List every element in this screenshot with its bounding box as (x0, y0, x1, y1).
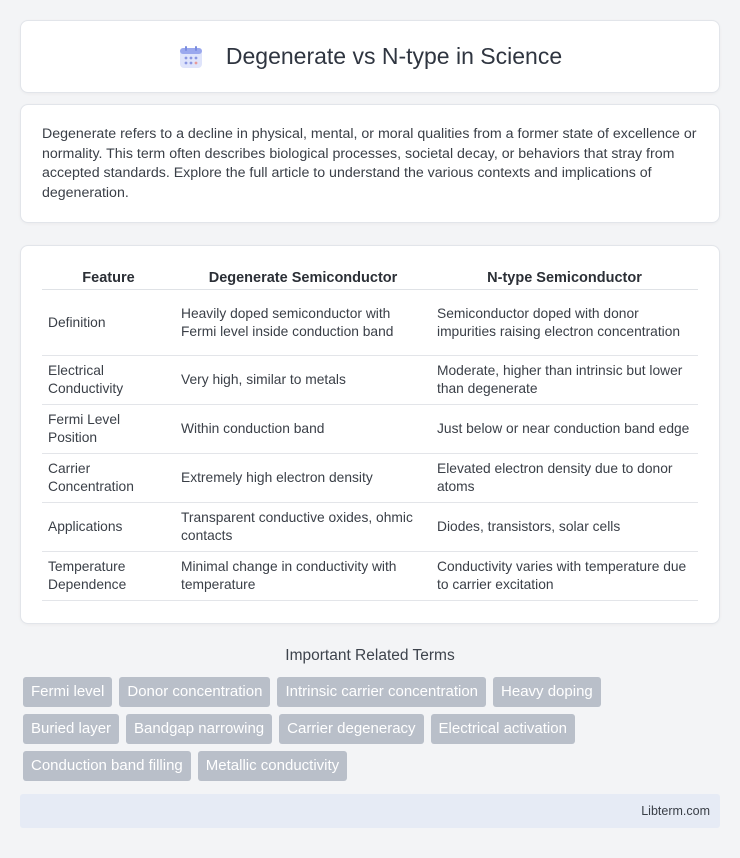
tag-donor-concentration[interactable]: Donor concentration (119, 677, 270, 707)
tag-buried-layer[interactable]: Buried layer (23, 714, 119, 744)
tag-conduction-band-filling[interactable]: Conduction band filling (23, 751, 191, 781)
related-terms-tags (20, 677, 700, 788)
row-n-type: Conductivity varies with temperature due to carrier excitation (431, 552, 698, 601)
table-row (42, 552, 698, 601)
header-feature: Feature (42, 266, 175, 290)
comparison-table-card (20, 245, 720, 624)
tag-bandgap-narrowing[interactable]: Bandgap narrowing (126, 714, 272, 744)
row-degenerate: Heavily doped semiconductor with Fermi level inside conduction band (175, 290, 431, 356)
intro-text: Degenerate refers to a decline in physical, mental, or moral qualities from a former state of excellence or normality. This term often describes biological processes, societal decay, or behaviors that stray from accepted standards. Explore the full article to understand the various contexts and implications of degeneration. (42, 126, 697, 201)
row-feature: Temperature Dependence (42, 552, 175, 601)
table-row (42, 356, 698, 405)
row-n-type: Semiconductor doped with donor impurities raising electron concentration (431, 290, 698, 356)
row-n-type: Diodes, transistors, solar cells (431, 503, 698, 552)
row-degenerate: Minimal change in conductivity with temperature (175, 552, 431, 601)
table-header-row (42, 266, 698, 290)
tag-electrical-activation[interactable]: Electrical activation (431, 714, 575, 744)
row-feature: Electrical Conductivity (42, 356, 175, 405)
intro-card (20, 104, 720, 223)
row-feature: Definition (42, 290, 175, 356)
title-card (20, 20, 720, 93)
row-n-type: Moderate, higher than intrinsic but lower than degenerate (431, 356, 698, 405)
related-terms-title: Important Related Terms (285, 647, 455, 664)
row-n-type: Just below or near conduction band edge (431, 405, 698, 454)
row-feature: Applications (42, 503, 175, 552)
header-degenerate: Degenerate Semiconductor (175, 266, 431, 290)
tag-fermi-level[interactable]: Fermi level (23, 677, 112, 707)
row-degenerate: Extremely high electron density (175, 454, 431, 503)
row-degenerate: Transparent conductive oxides, ohmic contacts (175, 503, 431, 552)
comparison-table (42, 266, 698, 601)
row-feature: Carrier Concentration (42, 454, 175, 503)
calendar-icon (178, 44, 204, 70)
row-feature: Fermi Level Position (42, 405, 175, 454)
tag-carrier-degeneracy[interactable]: Carrier degeneracy (279, 714, 423, 744)
footer-site-link[interactable]: Libterm.com (641, 804, 710, 818)
tag-metallic-conductivity[interactable]: Metallic conductivity (198, 751, 347, 781)
table-row (42, 290, 698, 356)
page-title: Degenerate vs N-type in Science (225, 43, 563, 69)
row-n-type: Elevated electron density due to donor atoms (431, 454, 698, 503)
footer (20, 794, 720, 828)
table-row (42, 454, 698, 503)
tag-intrinsic-carrier-concentration[interactable]: Intrinsic carrier concentration (277, 677, 486, 707)
header-n-type: N-type Semiconductor (431, 266, 698, 290)
row-degenerate: Very high, similar to metals (175, 356, 431, 405)
table-row (42, 405, 698, 454)
tag-heavy-doping[interactable]: Heavy doping (493, 677, 601, 707)
table-row (42, 503, 698, 552)
row-degenerate: Within conduction band (175, 405, 431, 454)
